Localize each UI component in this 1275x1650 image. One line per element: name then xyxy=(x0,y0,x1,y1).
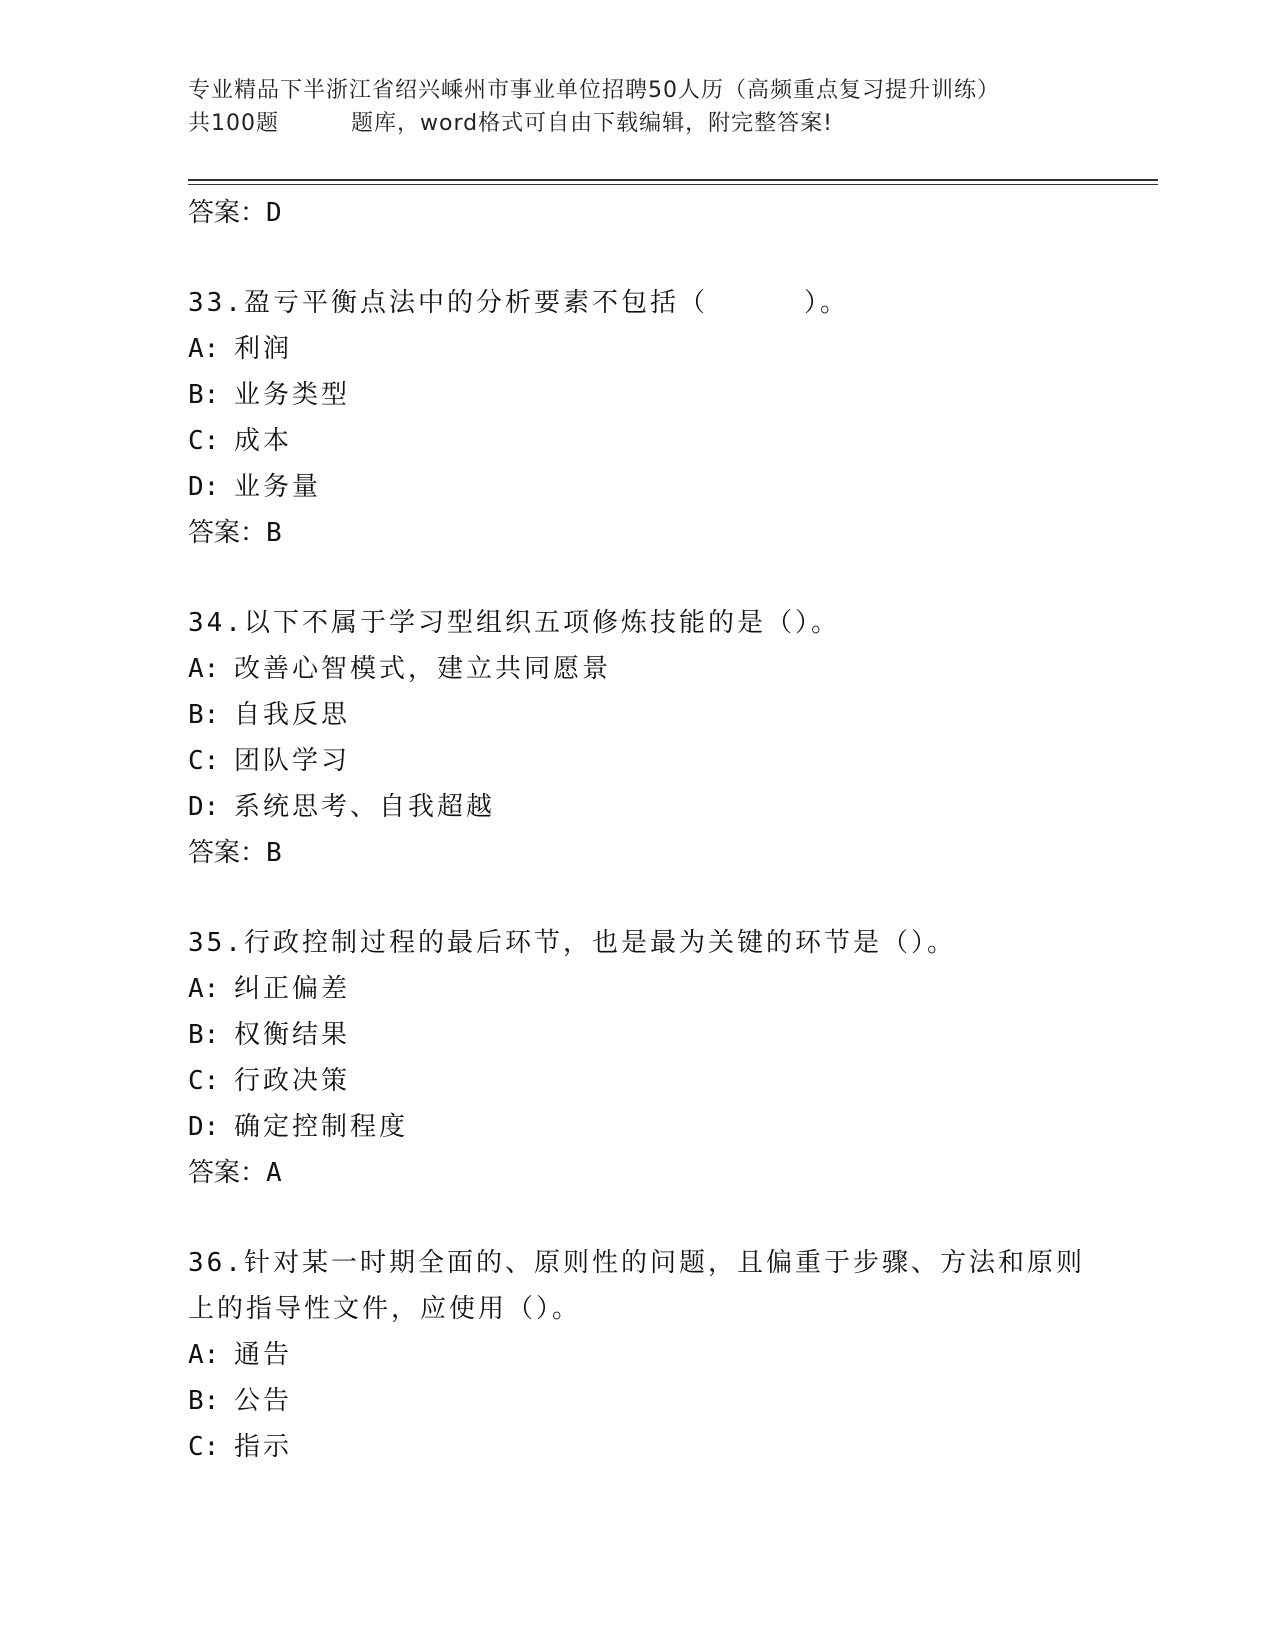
question-stem: 35.行政控制过程的最后环节，也是最为关键的环节是（）。 xyxy=(188,928,956,958)
question-item xyxy=(188,280,1108,556)
answer-line xyxy=(188,1150,1108,1196)
answer-line xyxy=(188,830,1108,876)
answer-label: 答案： xyxy=(188,1158,267,1188)
option-key: B: xyxy=(188,700,220,730)
question-item xyxy=(188,920,1108,1196)
option-key: A: xyxy=(188,1340,220,1370)
answer-line xyxy=(188,510,1108,556)
question-stem: 34.以下不属于学习型组织五项修炼技能的是（）。 xyxy=(188,608,840,638)
option-item xyxy=(188,1378,1108,1424)
option-key: C: xyxy=(188,426,220,456)
answer-line xyxy=(188,190,1108,236)
option-key: D: xyxy=(188,472,220,502)
option-item xyxy=(188,1332,1108,1378)
option-key: A: xyxy=(188,974,220,1004)
option-text: 自我反思 xyxy=(234,700,351,730)
question-stem-line: 36.针对某一时期全面的、原则性的问题，且偏重于步骤、方法和原则 xyxy=(188,1248,1085,1278)
option-key: D: xyxy=(188,792,220,822)
option-item xyxy=(188,738,1108,784)
option-item xyxy=(188,418,1108,464)
header-divider-thin xyxy=(188,184,1158,185)
option-text: 业务量 xyxy=(234,472,322,502)
option-item xyxy=(188,966,1108,1012)
answer-value: B xyxy=(266,518,282,548)
header-subtitle-line xyxy=(188,107,1108,140)
header-title-line: 专业精品下半浙江省绍兴嵊州市事业单位招聘50人历（高频重点复习提升训练） xyxy=(188,78,1000,103)
option-key: A: xyxy=(188,334,220,364)
option-text: 公告 xyxy=(234,1386,293,1416)
option-text: 行政决策 xyxy=(234,1066,351,1096)
answer-label: 答案： xyxy=(188,518,267,548)
option-text: 权衡结果 xyxy=(234,1020,351,1050)
answer-value: B xyxy=(266,838,282,868)
option-text: 改善心智模式，建立共同愿景 xyxy=(234,654,612,684)
option-item xyxy=(188,372,1108,418)
question-item xyxy=(188,1240,1108,1470)
option-key: C: xyxy=(188,746,220,776)
answer-label: 答案： xyxy=(188,198,267,228)
option-text: 业务类型 xyxy=(234,380,351,410)
option-text: 团队学习 xyxy=(234,746,351,776)
option-key: A: xyxy=(188,654,220,684)
option-item xyxy=(188,1058,1108,1104)
header-description: 题库，word格式可自由下载编辑，附完整答案! xyxy=(351,111,833,136)
option-text: 系统思考、自我超越 xyxy=(234,792,496,822)
option-key: B: xyxy=(188,1386,220,1416)
option-text: 指示 xyxy=(234,1432,293,1462)
option-key: B: xyxy=(188,380,220,410)
question-stem-line: 上的指导性文件，应使用（）。 xyxy=(188,1294,582,1324)
option-item xyxy=(188,784,1108,830)
option-key: C: xyxy=(188,1066,220,1096)
option-text: 成本 xyxy=(234,426,293,456)
option-key: D: xyxy=(188,1112,220,1142)
question-stem xyxy=(188,280,1108,326)
option-text: 纠正偏差 xyxy=(234,974,351,1004)
question-stem-end: ）。 xyxy=(803,288,849,318)
question-list xyxy=(188,190,1108,1470)
option-item xyxy=(188,692,1108,738)
header-divider-thick xyxy=(188,179,1158,181)
option-item xyxy=(188,326,1108,372)
document-header xyxy=(188,74,1108,140)
option-text: 利润 xyxy=(234,334,293,364)
question-stem-start: 33.盈亏平衡点法中的分析要素不包括（ xyxy=(188,288,708,318)
option-item xyxy=(188,1104,1108,1150)
option-item xyxy=(188,1424,1108,1470)
option-key: B: xyxy=(188,1020,220,1050)
option-text: 通告 xyxy=(234,1340,293,1370)
question-item xyxy=(188,600,1108,876)
option-item xyxy=(188,464,1108,510)
answer-label: 答案： xyxy=(188,838,267,868)
option-item xyxy=(188,646,1108,692)
option-item xyxy=(188,1012,1108,1058)
question-count: 共100题 xyxy=(188,111,279,136)
answer-value: A xyxy=(266,1158,282,1188)
option-key: C: xyxy=(188,1432,220,1462)
answer-value: D xyxy=(266,198,282,228)
option-text: 确定控制程度 xyxy=(234,1112,409,1142)
